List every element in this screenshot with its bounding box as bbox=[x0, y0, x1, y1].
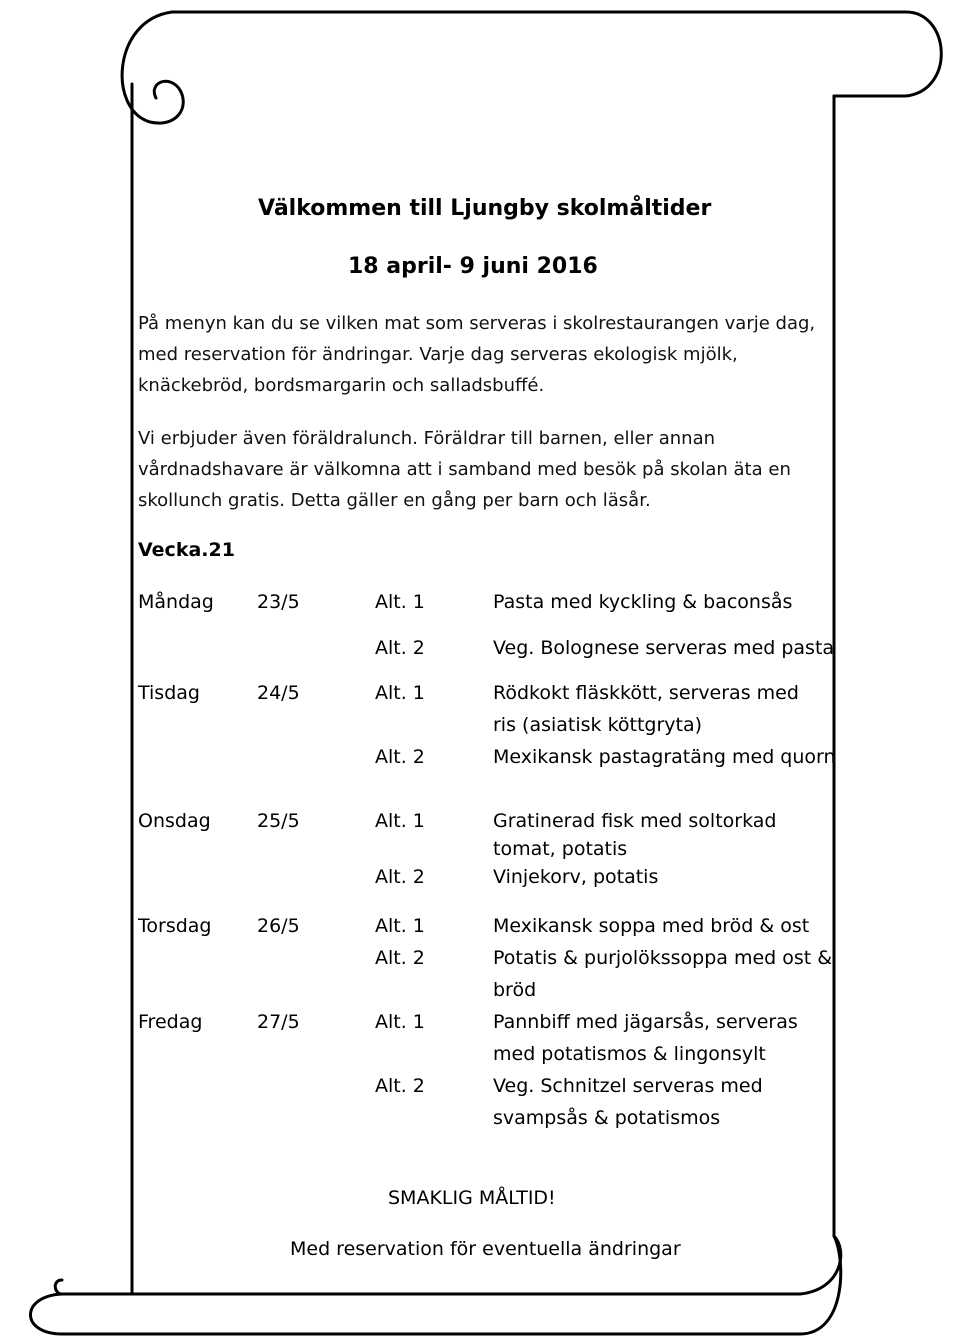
dish-text: Vinjekorv, potatis bbox=[493, 866, 659, 888]
dish-text: Potatis & purjolökssoppa med ost & bbox=[493, 947, 833, 969]
dish-text: ris (asiatisk köttgryta) bbox=[493, 714, 703, 736]
alt-label: Alt. 2 bbox=[375, 866, 425, 888]
day-date: 24/5 bbox=[257, 682, 300, 704]
intro-line: På menyn kan du se vilken mat som serveras i skolrestaurangen varje dag, bbox=[138, 313, 816, 334]
week-label: Vecka.21 bbox=[138, 539, 235, 561]
dish-text: Pannbiff med jägarsås, serveras bbox=[493, 1011, 798, 1033]
dish-text: Gratinerad fisk med soltorkad bbox=[493, 810, 777, 832]
dish-text: Veg. Schnitzel serveras med bbox=[493, 1075, 763, 1097]
alt-label: Alt. 1 bbox=[375, 915, 425, 937]
footer-note: Med reservation för eventuella ändringar bbox=[290, 1238, 681, 1260]
dish-text: Veg. Bolognese serveras med pasta bbox=[493, 637, 835, 659]
closing-text: SMAKLIG MÅLTID! bbox=[388, 1187, 556, 1209]
dish-text: med potatismos & lingonsylt bbox=[493, 1043, 766, 1065]
alt-label: Alt. 2 bbox=[375, 637, 425, 659]
alt-label: Alt. 2 bbox=[375, 746, 425, 768]
day-date: 27/5 bbox=[257, 1011, 300, 1033]
dish-text: svampsås & potatismos bbox=[493, 1107, 721, 1129]
day-date: 25/5 bbox=[257, 810, 300, 832]
alt-label: Alt. 1 bbox=[375, 810, 425, 832]
dish-text: bröd bbox=[493, 979, 537, 1001]
intro-line: knäckebröd, bordsmargarin och salladsbuffé. bbox=[138, 375, 545, 396]
page-title: Välkommen till Ljungby skolmåltider bbox=[258, 196, 712, 221]
dish-text: Pasta med kyckling & baconsås bbox=[493, 591, 793, 613]
day-date: 26/5 bbox=[257, 915, 300, 937]
day-name: Tisdag bbox=[138, 682, 200, 704]
alt-label: Alt. 2 bbox=[375, 1075, 425, 1097]
alt-label: Alt. 1 bbox=[375, 682, 425, 704]
day-name: Fredag bbox=[138, 1011, 203, 1033]
dish-text: tomat, potatis bbox=[493, 838, 628, 860]
day-name: Onsdag bbox=[138, 810, 211, 832]
day-date: 23/5 bbox=[257, 591, 300, 613]
day-name: Måndag bbox=[138, 591, 214, 613]
period-heading: 18 april- 9 juni 2016 bbox=[348, 254, 598, 279]
alt-label: Alt. 2 bbox=[375, 947, 425, 969]
dish-text: Mexikansk soppa med bröd & ost bbox=[493, 915, 810, 937]
alt-label: Alt. 1 bbox=[375, 1011, 425, 1033]
day-name: Torsdag bbox=[138, 915, 212, 937]
intro-line: med reservation för ändringar. Varje dag serveras ekologisk mjölk, bbox=[138, 344, 738, 365]
intro-line: vårdnadshavare är välkomna att i samband med besök på skolan äta en bbox=[138, 459, 791, 480]
intro-line: skollunch gratis. Detta gäller en gång per barn och läsår. bbox=[138, 490, 651, 511]
dish-text: Rödkokt fläskkött, serveras med bbox=[493, 682, 799, 704]
alt-label: Alt. 1 bbox=[375, 591, 425, 613]
intro-line: Vi erbjuder även föräldralunch. Föräldrar till barnen, eller annan bbox=[138, 428, 716, 449]
dish-text: Mexikansk pastagratäng med quorn bbox=[493, 746, 836, 768]
